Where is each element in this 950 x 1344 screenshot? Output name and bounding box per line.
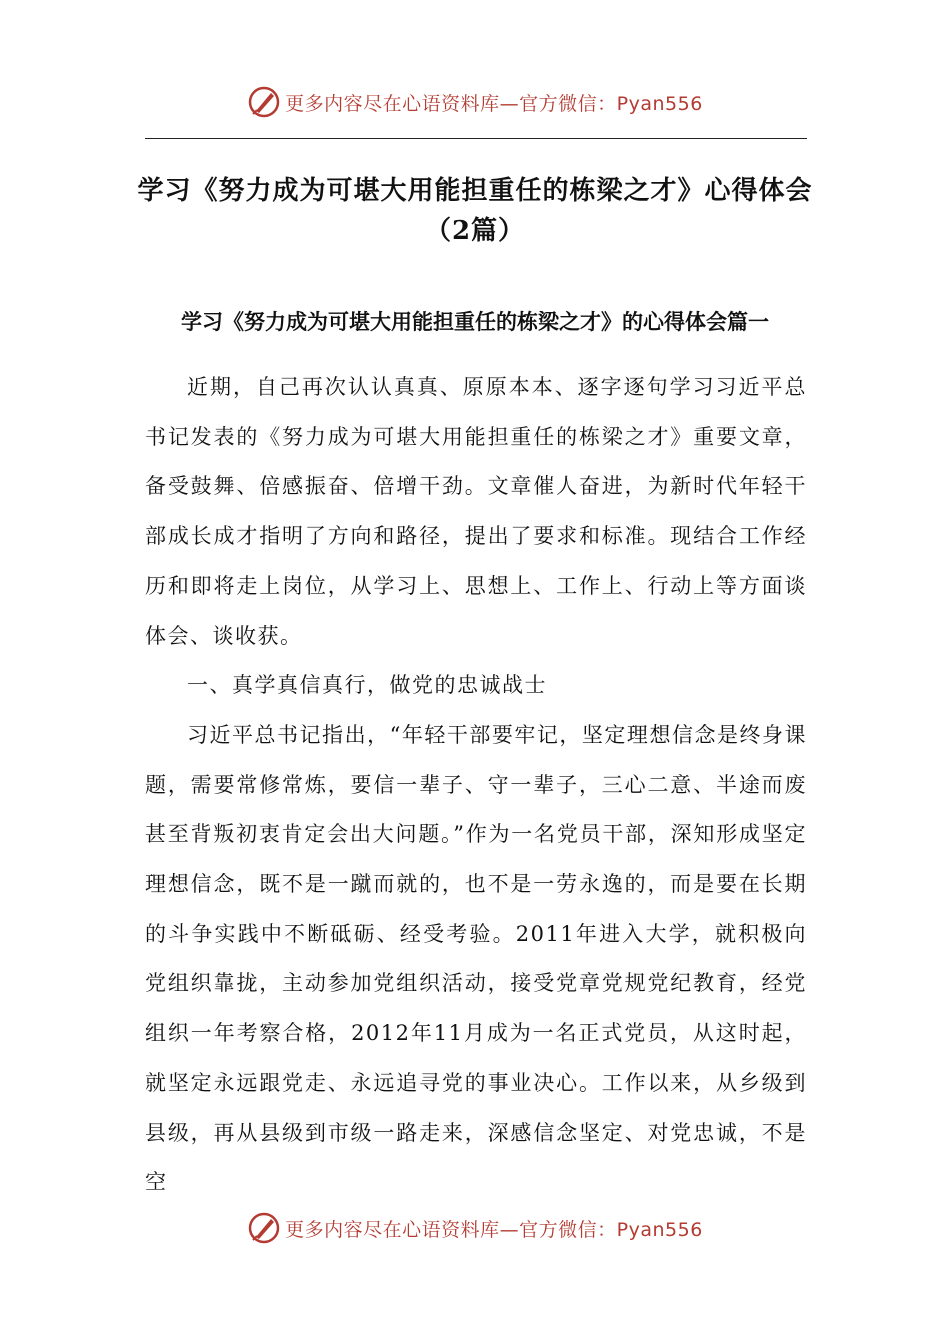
header-divider [145,138,807,139]
footer-banner [0,1208,950,1248]
banner-text: 更多内容尽在心语资料库—官方微信：Pyan556 [285,1218,703,1241]
paragraph-body: 习近平总书记指出，“年轻干部要牢记，坚定理想信念是终身课题，需要常修常炼，要信一辈子、守一辈子，三心二意、半途而废甚至背叛初衷肯定会出大问题。”作为一名党员干部，深知形成坚定理想信念，既不是一蹴而就的，也不是一劳永逸的，而是要在长期的斗争实践中不断砥砺、经受考验。2011年进入大学，就积极向党组织靠拢，主动参加党组织活动，接受党章党规党纪教育，经党组织一年考察合格，2012年11月成为一名正式党员，从这时起，就坚定永远跟党走、永远追寻党的事业决心。工作以来，从乡级到县级，再从县级到市级一路走来，深感信念坚定、对党忠诚，不是空 [145,722,807,1195]
document-title-count: （2篇） [424,216,526,246]
quill-pen-logo-icon [247,85,281,119]
document-title: 学习《努力成为可堪大用能担重任的栋梁之才》心得体会 [137,176,813,206]
document-body [145,363,807,1208]
header-banner [0,82,950,122]
banner-text: 更多内容尽在心语资料库—官方微信：Pyan556 [285,92,703,115]
quill-pen-logo-icon [247,1211,281,1245]
paragraph-heading-one: 一、真学真信真行，做党的忠诚战士 [187,673,547,698]
section-heading: 学习《努力成为可堪大用能担重任的栋梁之才》的心得体会篇一 [181,309,769,334]
paragraph-intro: 近期，自己再次认认真真、原原本本、逐字逐句学习习近平总书记发表的《努力成为可堪大用能担重任的栋梁之才》重要文章，备受鼓舞、倍感振奋、倍增干劲。文章催人奋进，为新时代年轻干部成长成才指明了方向和路径，提出了要求和标准。现结合工作经历和即将走上岗位，从学习上、思想上、工作上、行动上等方面谈体会、谈收获。 [145,375,807,648]
